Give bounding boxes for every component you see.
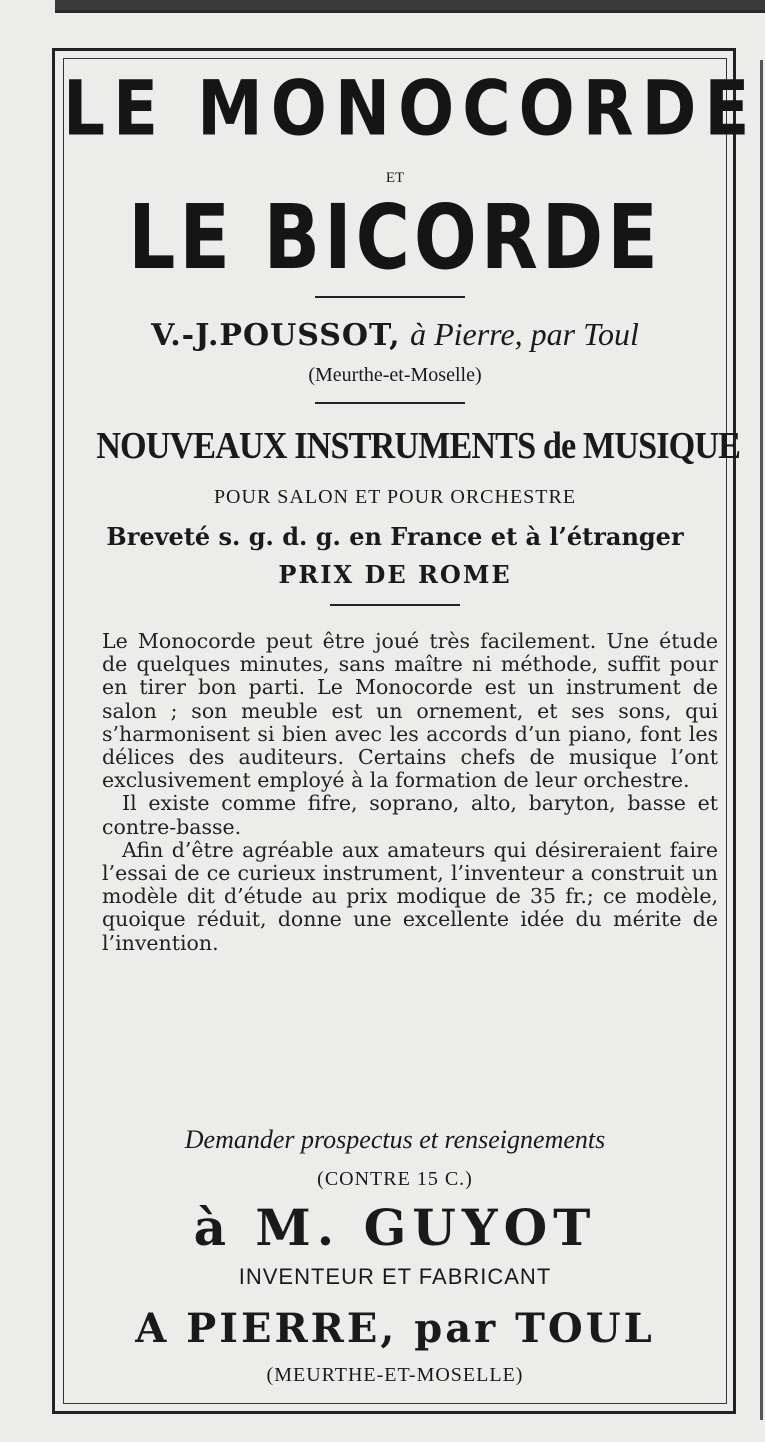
headline-part1: NOUVEAUX INSTRUMENTS — [96, 425, 536, 467]
contact-name: à M. GUYOT — [193, 1198, 597, 1257]
price-note: (CONTRE 15 C.) — [317, 1168, 473, 1190]
page-top-rule — [55, 0, 765, 13]
subheadline: POUR SALON ET POUR ORCHESTRE — [213, 486, 577, 508]
headline-instruments — [96, 424, 741, 468]
divider-rule — [315, 402, 465, 404]
award-line: PRIX DE ROME — [278, 560, 512, 589]
patent-line: Breveté s. g. d. g. en France et à l’étranger — [106, 522, 684, 551]
maker-line — [63, 316, 727, 353]
contact-region: (MEURTHE-ET-MOSELLE) — [266, 1364, 524, 1386]
advert-title-line2: LE BICORDE — [128, 186, 662, 290]
maker-region: (Meurthe-et-Moselle) — [308, 364, 482, 386]
body-paragraph: Afin d’être agréable aux amateurs qui désireraient faire l’essai de ce curieux instrument, l’inventeur a construit un modèle dit d’étude au prix modique de 35 fr.; ce modèle, quoique réduit, donne une excellente idée du mérite de l’invention. — [102, 837, 718, 955]
divider-rule — [315, 296, 465, 298]
body-paragraph: Il existe comme fifre, soprano, alto, baryton, basse et contre-basse. — [102, 791, 718, 839]
advert-body — [102, 630, 718, 955]
maker-location: à Pierre, par Toul — [410, 316, 639, 352]
column-divider — [760, 60, 763, 1420]
headline-de: de — [542, 425, 576, 467]
body-paragraph: Le Monocorde peut être joué très facilement. Une étude de quelques minutes, sans maître ni méthode, suffit pour en tirer bon parti. Le Monocorde est un instrument de salon ; son meuble est un ornement, et ses sons, qui s’harmonisent si bien avec les accords d’un piano, font les délices des auditeurs. Certains chefs de musique l’ont exclusivement employé à la formation de leur orchestre. — [102, 629, 718, 793]
call-to-action: Demander prospectus et renseignements — [184, 1125, 606, 1154]
advert-conjunction: ET — [385, 170, 405, 186]
headline-part2: MUSIQUE — [582, 425, 741, 467]
contact-address: A PIERRE, par TOUL — [135, 1305, 655, 1352]
divider-rule — [330, 604, 460, 606]
advert-title-line1: LE MONOCORDE — [63, 64, 758, 153]
contact-role: INVENTEUR ET FABRICANT — [238, 1264, 552, 1289]
maker-name: V.-J.POUSSOT, — [151, 318, 401, 353]
